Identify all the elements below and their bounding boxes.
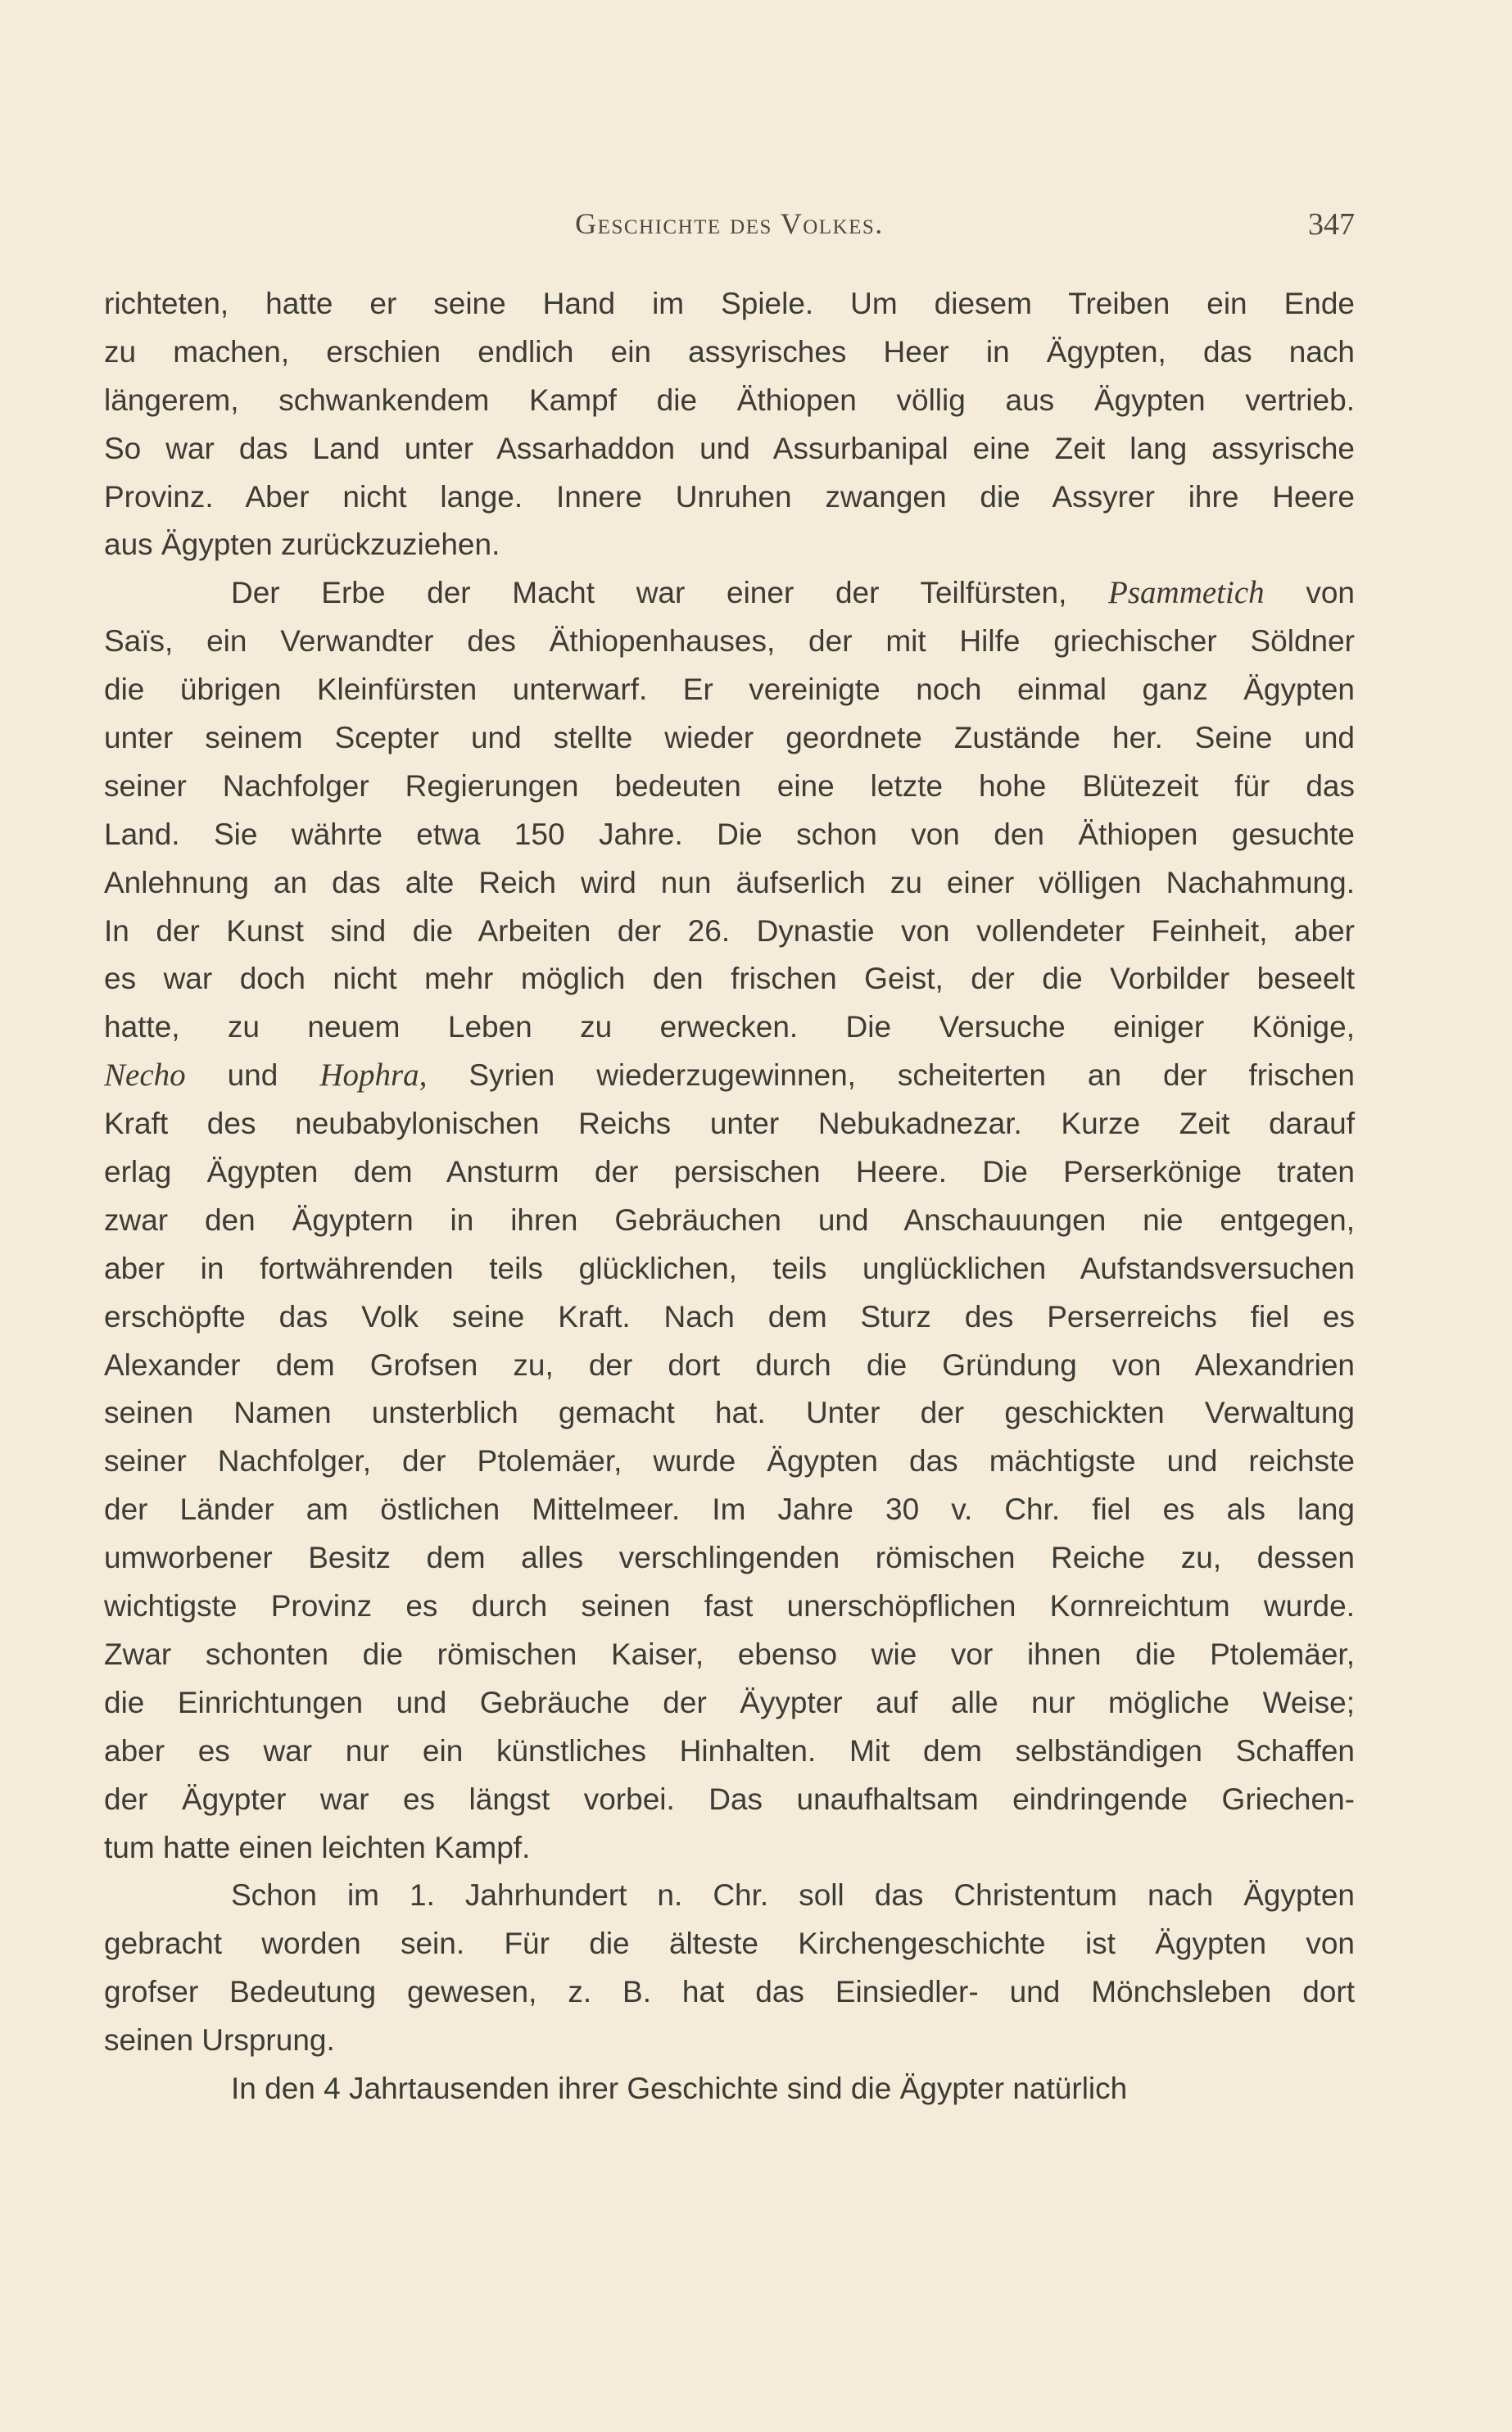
text-run: umworbener Besitz dem alles verschlingenden römischen Reiche zu, dessen: [104, 1541, 1355, 1575]
text-run: gebracht worden sein. Für die älteste Kirchengeschichte ist Ägypten von: [104, 1927, 1355, 1961]
text-run: aber es war nur ein künstliches Hinhalten. Mit dem selbständigen Schaffen: [104, 1733, 1355, 1768]
text-line: [104, 1342, 1355, 1390]
text-line: [104, 328, 1355, 377]
text-line: [104, 763, 1355, 811]
text-run: zwar den Ägyptern in ihren Gebräuchen und Anschauungen nie entgegen,: [104, 1202, 1355, 1237]
text-run: zu machen, erschien endlich ein assyrisches Heer in Ägypten, das nach: [104, 334, 1355, 369]
running-title: Geschichte des Volkes.: [575, 207, 884, 240]
text-line: [104, 377, 1355, 425]
text-line: [104, 1728, 1355, 1776]
text-run: Der Erbe der Macht war einer der Teilfürsten,: [231, 576, 1109, 610]
text-run: aus Ägypten zurückzuziehen.: [104, 528, 500, 562]
body-text: [104, 280, 1355, 2113]
text-line: [104, 908, 1355, 956]
text-line: [104, 859, 1355, 908]
text-run: die Einrichtungen und Gebräuche der Äyypter auf alle nur mögliche Weise;: [104, 1685, 1355, 1719]
text-run: längerem, schwankendem Kampf die Äthiopen völlig aus Ägypten vertrieb.: [104, 383, 1355, 417]
text-run: und: [185, 1058, 320, 1093]
text-run: tum hatte einen leichten Kampf.: [104, 1830, 531, 1864]
text-run: grofser Bedeutung gewesen, z. B. hat das Einsiedler- und Mönchsleben dort: [104, 1975, 1355, 2009]
text-run: wichtigste Provinz es durch seinen fast unerschöpflichen Kornreichtum wurde.: [104, 1589, 1355, 1624]
text-run: erlag Ägypten dem Ansturm der persischen Heere. Die Perserkönige traten: [104, 1155, 1355, 1189]
text-run: seiner Nachfolger, der Ptolemäer, wurde Ägypten das mächtigste und reichste: [104, 1444, 1355, 1479]
text-run: Land. Sie währte etwa 150 Jahre. Die schon von den Äthiopen gesuchte: [104, 817, 1355, 851]
page-header: [104, 202, 1355, 251]
text-line: [104, 280, 1355, 328]
text-run: Schon im 1. Jahrhundert n. Chr. soll das Christentum nach Ägypten: [231, 1878, 1355, 1913]
text-run: erschöpfte das Volk seine Kraft. Nach dem Sturz des Perserreichs fiel es: [104, 1299, 1355, 1334]
text-line: [104, 1148, 1355, 1197]
text-line: [104, 1679, 1355, 1728]
text-run: seinen Ursprung.: [104, 2023, 335, 2058]
text-line: [104, 1920, 1355, 1968]
text-run: es war doch nicht mehr möglich den frischen Geist, der die Vorbilder beseelt: [104, 962, 1355, 996]
text-line: [104, 1968, 1355, 2017]
text-line: [104, 1003, 1355, 1052]
italic-name: Psammetich: [1108, 575, 1265, 611]
text-line: [104, 521, 1355, 569]
text-line: [104, 2065, 1355, 2113]
text-run: aber in fortwährenden teils glücklichen, teils unglücklichen Aufstandsversuchen: [104, 1251, 1355, 1285]
text-line: [104, 1631, 1355, 1679]
text-run: seiner Nachfolger Regierungen bedeuten eine letzte hohe Blütezeit für das: [104, 768, 1355, 803]
text-run: Zwar schonten die römischen Kaiser, ebenso wie vor ihnen die Ptolemäer,: [104, 1637, 1355, 1671]
text-line: [104, 569, 1355, 618]
text-line: [104, 1534, 1355, 1583]
text-line: [104, 1872, 1355, 1920]
text-line: [104, 955, 1355, 1003]
text-line: [104, 1776, 1355, 1824]
text-run: Kraft des neubabylonischen Reichs unter Nebukadnezar. Kurze Zeit darauf: [104, 1107, 1355, 1141]
text-line: [104, 1824, 1355, 1873]
text-run: seinen Namen unsterblich gemacht hat. Unter der geschickten Verwaltung: [104, 1396, 1355, 1430]
text-line: [104, 714, 1355, 763]
text-line: [104, 811, 1355, 859]
text-run: unter seinem Scepter und stellte wieder geordnete Zustände her. Seine und: [104, 721, 1355, 755]
text-line: [104, 618, 1355, 666]
text-run: Anlehnung an das alte Reich wird nun äufserlich zu einer völligen Nachahmung.: [104, 865, 1355, 899]
text-run: hatte, zu neuem Leben zu erwecken. Die Versuche einiger Könige,: [104, 1010, 1355, 1044]
text-run: In den 4 Jahrtausenden ihrer Geschichte sind die Ägypter natürlich: [231, 2071, 1128, 2105]
italic-name: Hophra,: [319, 1057, 428, 1094]
text-line: [104, 1197, 1355, 1245]
text-line: [104, 1293, 1355, 1342]
text-line: [104, 425, 1355, 473]
text-line: [104, 1583, 1355, 1631]
text-run: richteten, hatte er seine Hand im Spiele. Um diesem Treiben ein Ende: [104, 287, 1355, 320]
text-run: So war das Land unter Assarhaddon und Assurbanipal eine Zeit lang assyrische: [104, 431, 1355, 465]
text-line: [104, 666, 1355, 714]
text-line: [104, 1100, 1355, 1148]
text-line: [104, 2017, 1355, 2065]
text-line: [104, 473, 1355, 522]
text-run: der Länder am östlichen Mittelmeer. Im Jahre 30 v. Chr. fiel es als lang: [104, 1492, 1355, 1527]
text-run: Syrien wiederzugewinnen, scheiterten an der frischen: [427, 1058, 1355, 1093]
text-run: die übrigen Kleinfürsten unterwarf. Er vereinigte noch einmal ganz Ägypten: [104, 673, 1355, 707]
text-line: [104, 1245, 1355, 1293]
text-line: [104, 1486, 1355, 1534]
text-run: Saïs, ein Verwandter des Äthiopenhauses, der mit Hilfe griechischer Söldner: [104, 624, 1355, 659]
text-run: Alexander dem Grofsen zu, der dort durch die Gründung von Alexandrien: [104, 1347, 1355, 1382]
text-run: In der Kunst sind die Arbeiten der 26. Dynastie von vollendeter Feinheit, aber: [104, 913, 1355, 948]
italic-name: Necho: [104, 1057, 186, 1094]
text-line: [104, 1389, 1355, 1438]
text-run: von: [1264, 576, 1356, 610]
text-run: Provinz. Aber nicht lange. Innere Unruhen zwangen die Assyrer ihre Heere: [104, 479, 1355, 514]
page-number: 347: [1308, 207, 1355, 242]
text-run: der Ägypter war es längst vorbei. Das unaufhaltsam eindringende Griechen-: [104, 1782, 1355, 1816]
text-line: [104, 1052, 1355, 1100]
text-line: [104, 1438, 1355, 1486]
